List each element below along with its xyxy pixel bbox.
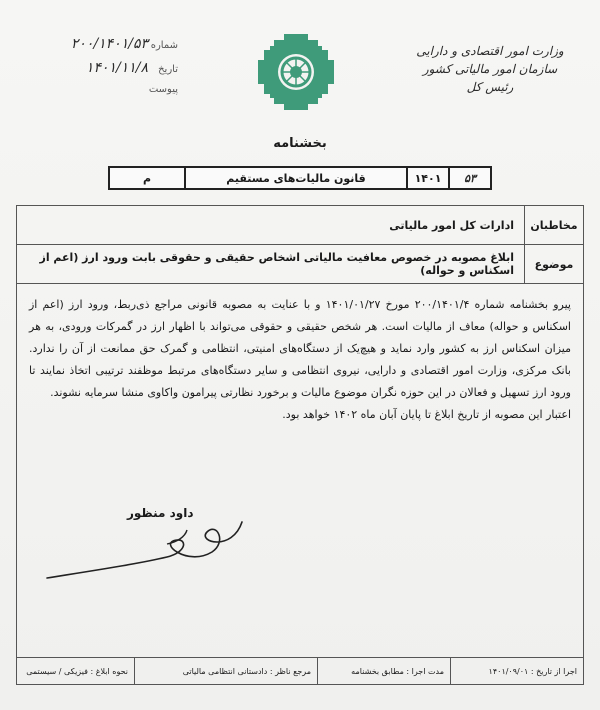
number-label: شماره xyxy=(150,40,178,51)
attachment-row xyxy=(28,84,178,108)
date-value: ۱۴۰۱/۱۱/۸ xyxy=(85,60,148,76)
reference-code-cell: م xyxy=(142,171,152,185)
footer-bar xyxy=(17,657,583,684)
date-label: تاریخ xyxy=(158,64,178,75)
subject-label: موضوع xyxy=(524,245,583,283)
supervising-authority: مرجع ناظر : دادستانی انتظامی مالیاتی xyxy=(134,658,317,684)
signer-name: داود منظور xyxy=(127,506,194,520)
body-text xyxy=(17,284,583,426)
reference-number-cell: ۵۳ xyxy=(448,168,490,188)
letter-metadata xyxy=(28,36,178,108)
tax-organization-emblem-icon xyxy=(256,32,336,112)
execution-period: مدت اجرا : مطابق بخشنامه xyxy=(317,658,450,684)
number-row xyxy=(28,36,178,60)
execution-date: اجرا از تاریخ : ۱۴۰۱/۰۹/۰۱ xyxy=(450,658,583,684)
body-paragraph: پیرو بخشنامه شماره ۲۰۰/۱۴۰۱/۴ مورخ ۱۴۰۱/۰۱/۲۷ و با عنایت به مصوبه قانونی مراجع ذی‌ربط، ورود ارز (اعم از اسکناس و حواله) معاف از مالیات است. هر شخص حقیقی و حقوقی می‌تواند با اظهار ارز در گمرکات ورودی، به هر میزان اسکناس ارز به کشور وارد نماید و هیچ‌یک از دستگاه‌های امنیتی، انتظامی و گمرک حق ممانعت از آن را ندارد. بانک مرکزی، وزارت امور اقتصادی و دارایی، نیروی انتظامی و سایر دستگاه‌های مرتبط موظفند ترتیبی اتخاذ نمایند تا ورود ارز تسهیل و فعالان در این حوزه نگران موضوع مالیات و برخورد نظارتی پیرامون واکاوی منشا سرمایه نشوند. xyxy=(29,298,571,399)
signature-icon xyxy=(37,512,247,592)
content-box xyxy=(16,205,584,685)
addressee-value: ادارات کل امور مالیاتی xyxy=(389,218,514,232)
reference-law-cell: قانون مالیات‌های مستقیم xyxy=(184,168,406,188)
ministry-line: وزارت امور اقتصادی و دارایی xyxy=(416,44,564,58)
document-title: بخشنامه xyxy=(273,136,327,151)
reference-table xyxy=(108,166,492,190)
addressee-label: مخاطبان xyxy=(524,206,583,244)
subject-row xyxy=(17,245,583,284)
number-value: ۲۰۰/۱۴۰۱/۵۳ xyxy=(70,36,148,52)
subject-value: ابلاغ مصوبه در خصوص معافیت مالیاتی اشخاص حقیقی و حقوقی بابت ورود ارز (اعم از اسکناس و حواله) xyxy=(39,251,514,277)
notification-method: نحوه ابلاغ : فیزیکی / سیستمی xyxy=(26,666,128,676)
attachment-label: پیوست xyxy=(148,84,178,95)
head-title-line: رئیس کل xyxy=(466,80,514,94)
organization-line: سازمان امور مالیاتی کشور xyxy=(422,62,558,76)
reference-year-cell: ۱۴۰۱ xyxy=(406,168,448,188)
body-paragraph: اعتبار این مصوبه از تاریخ ابلاغ تا پایان آبان ماه ۱۴۰۲ خواهد بود. xyxy=(282,408,571,421)
ministry-header xyxy=(410,42,570,96)
addressee-row xyxy=(17,206,583,245)
date-row xyxy=(28,60,178,84)
